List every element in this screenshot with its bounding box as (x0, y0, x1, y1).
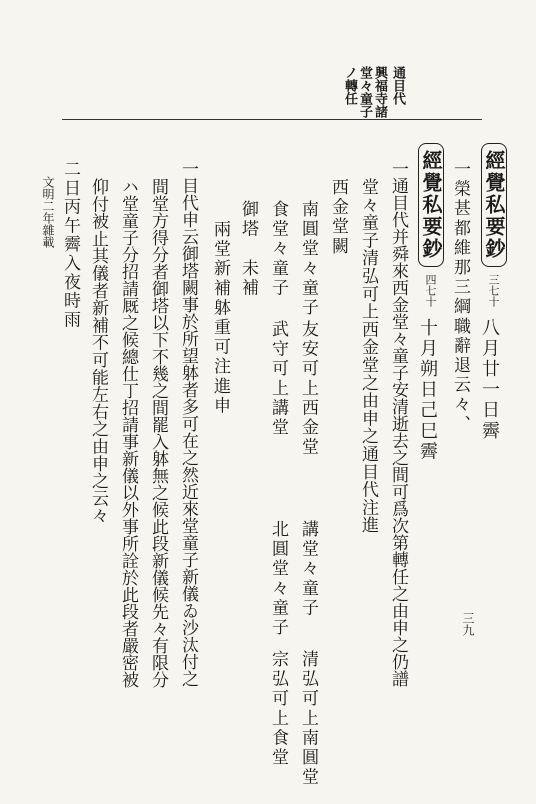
page-number: 三九 (461, 612, 475, 636)
memo-line-1: 一目代申云御塔闕事於所望躰者多可在之然近來堂童子新儀ゐ沙汰付之 (178, 160, 198, 687)
roster-jikido-name-2: 北圓堂々童子 (268, 520, 288, 638)
roster-nanen-name-2: 講堂々童子 (298, 520, 318, 618)
roster-west-golden-hall: 西金堂闕 (328, 178, 348, 257)
roster-pagoda: 御塔 未補 (238, 200, 258, 298)
header-note-line-1: 通目代 (390, 66, 405, 105)
memo-line-2: 間堂方得分者御塔以下不幾之間罷入躰無之候此段新儀候先々有限分 (148, 178, 168, 688)
roster-jikido-name-3: 宗弘可上食堂 (268, 650, 288, 768)
header-note-line-3: 堂々童子 (357, 66, 372, 118)
section-heading-1: 經覺私要鈔 (481, 143, 507, 267)
section-2-line-2: 堂々童子清弘可上西金堂之由申之通目代注進 (358, 178, 378, 534)
roster-jikido-hall: 食堂々童子 (268, 200, 288, 298)
date-line-2: 十月朔日己巳霽 (417, 318, 438, 463)
section-2-line-1: 一通目代并舜來西金堂々童子安清逝去之間可爲次第轉任之由申之仍譜 (388, 160, 408, 687)
header-note-line-2: 興福寺諸 (372, 66, 387, 118)
section-1-line-1: 一榮甚都維那三綱職辭退云々、 (450, 160, 470, 435)
date-line-1: 八月廿一日霽 (479, 318, 500, 442)
footer-volume-title: 文明二年雜載 (41, 176, 55, 248)
memo-title: 兩堂新補躰重可注進申 (210, 220, 230, 416)
header-note-line-4: ノ轉任 (342, 66, 357, 105)
roster-nanen-hall: 南圓堂々童子 (298, 200, 318, 318)
header-rule (62, 119, 482, 120)
date-tag-2: 四七十 (424, 274, 437, 307)
memo-line-4: 仰付被止其儀者新補不可能左右之由申之云々 (88, 178, 108, 524)
date-tag-1: 三七十 (487, 274, 500, 307)
section-heading-2: 經覺私要鈔 (418, 143, 444, 267)
roster-nanen-name-1: 友安可上西金堂 (298, 320, 318, 458)
memo-line-3: ハ堂童子分招請厩之候總仕丁招請事新儀以外事所詮於此段者嚴密被 (118, 178, 138, 688)
roster-nanen-name-3: 清弘可上南圓堂 (298, 650, 318, 788)
closing-line: 二日丙午霽入夜時雨 (60, 160, 80, 330)
roster-jikido-name-1: 武守可上講堂 (268, 320, 288, 438)
